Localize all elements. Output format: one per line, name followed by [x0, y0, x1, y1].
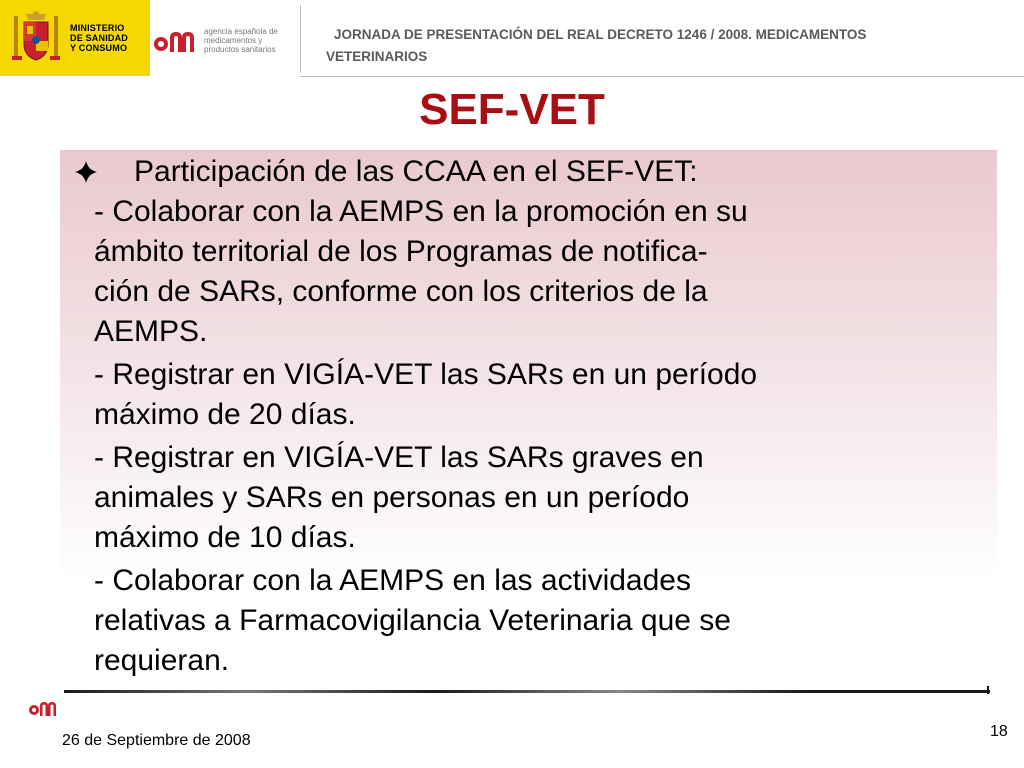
sub-item-1-line-3: ción de SARs, conforme con los criterios de la — [94, 275, 708, 308]
agency-name — [204, 27, 278, 54]
footer-rule — [64, 690, 990, 693]
main-bullet — [72, 152, 1002, 192]
sub-item-3-line-3: máximo de 10 días. — [94, 521, 356, 554]
footer-am-logo-icon — [28, 696, 62, 718]
sub-item-1-line-1: - Colaborar con la AEMPS en la promoción en su — [94, 195, 748, 228]
agency-line-1: agencia española de — [204, 26, 278, 36]
agency-line-2: medicamentos y — [204, 35, 263, 45]
agency-line-3: productos sanitarios — [204, 44, 276, 54]
agency-logo — [152, 20, 298, 60]
sub-item-4-line-1: - Colaborar con la AEMPS en las actividades — [94, 564, 691, 597]
sub-item-3-line-2: animales y SARs en personas en un período — [94, 481, 690, 514]
page-number: 18 — [990, 723, 1008, 740]
sub-item-1-line-2: ámbito territorial de los Programas de notifica- — [94, 235, 708, 268]
ministry-name — [70, 23, 128, 53]
footer-rule-end — [987, 686, 989, 694]
diamond-bullet-icon — [74, 160, 98, 184]
sub-item-4-line-2: relativas a Farmacovigilancia Veterinaria que se — [94, 604, 731, 637]
am-logo-icon — [152, 24, 200, 56]
slide-title: SEF-VET — [419, 85, 605, 134]
sub-item-3-line-1: - Registrar en VIGÍA-VET las SARs graves en — [94, 441, 704, 474]
main-bullet-text: Participación de las CCAA en el SEF-VET: — [134, 155, 698, 188]
ministry-line-1: MINISTERIO — [70, 23, 125, 33]
slide-content — [72, 152, 1002, 681]
footer-date: 26 de Septiembre de 2008 — [62, 732, 251, 749]
header-title-line-1: JORNADA DE PRESENTACIÓN DEL REAL DECRETO 1246 / 2008. MEDICAMENTOS — [334, 27, 867, 42]
header-title-line-2: VETERINARIOS — [326, 49, 428, 64]
sub-item-2-line-2: máximo de 20 días. — [94, 398, 356, 431]
sub-item-2 — [72, 355, 1002, 435]
sub-item-2-line-1: - Registrar en VIGÍA-VET las SARs en un período — [94, 358, 758, 391]
header-rule — [300, 76, 1024, 77]
sub-item-4-line-3: requieran. — [94, 644, 230, 677]
sub-item-1 — [72, 192, 1002, 352]
coat-of-arms-icon — [10, 10, 62, 66]
header-divider — [300, 5, 301, 73]
sub-item-3 — [72, 438, 1002, 558]
ministry-line-3: Y CONSUMO — [70, 43, 128, 53]
ministry-line-2: DE SANIDAD — [70, 33, 129, 43]
header-title — [326, 24, 1016, 68]
ministry-logo — [0, 0, 150, 76]
sub-item-4 — [72, 561, 1002, 681]
sub-item-1-line-4: AEMPS. — [94, 315, 208, 348]
